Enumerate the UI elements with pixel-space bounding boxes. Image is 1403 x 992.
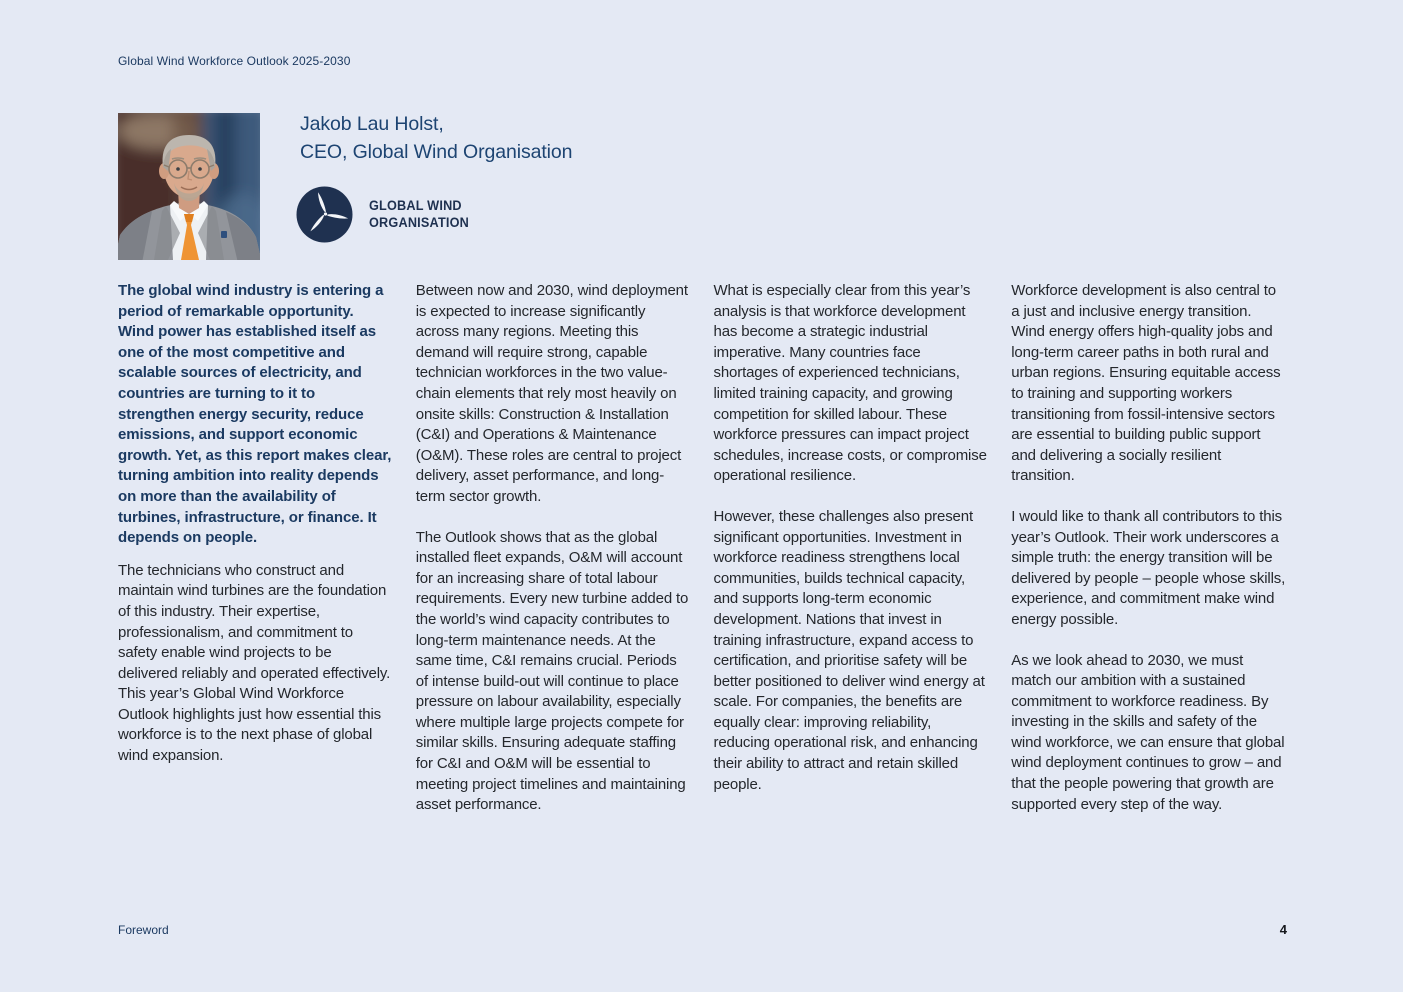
- paragraph: I would like to thank all contributors to this year’s Outlook. Their work underscores a simple truth: the energy transition will be delivered by people – people whose skills, experience, and commitment make wind energy possible.: [1011, 507, 1286, 628]
- footer-section-label: Foreword: [118, 923, 169, 937]
- logo-wordmark: [369, 198, 469, 231]
- essay-column-4: [1011, 281, 1286, 816]
- author-block: [300, 111, 572, 166]
- logo-wordmark-line2: ORGANISATION: [369, 214, 470, 230]
- essay-column-2: [416, 281, 691, 816]
- paragraph: As we look ahead to 2030, we must match our ambition with a sustained commitment to workforce readiness. By investing in the skills and safety of the wind workforce, we can ensure that global wind deployment continues to grow – and that the people powering that growth are supported every step of the way.: [1011, 651, 1285, 813]
- paragraph: What is especially clear from this year’s analysis is that workforce development has become a strategic industrial imperative. Many countries face shortages of experienced technicians, limited training capacity, and growing competition for skilled labour. These workforce pressures can impact project schedules, increase costs, or compromise operational resilience.: [713, 282, 987, 485]
- author-name: Jakob Lau Holst,: [300, 113, 444, 135]
- paragraph: Workforce development is also central to a just and inclusive energy transition. Wind energy offers high-quality jobs and long-term career paths in both rural and urban regions. Ensuring equitable access to training and supporting workers transitioning from fossil-intensive sectors are essential to building public support and delivering a socially resilient transition.: [1011, 282, 1281, 485]
- logo-wordmark-line1: GLOBAL WIND: [369, 198, 462, 213]
- essay-column-3: [714, 281, 989, 816]
- paragraph: Between now and 2030, wind deployment is expected to increase significantly across many regions. Meeting this demand will require strong, capable technician workforces in the two value-chain elements that rely most heavily on onsite skills: Construction & Installation (C&I) and Operations & Maintenance (O&M). These roles are central to project delivery, asset performance, and long-term sector growth.: [415, 282, 688, 505]
- gwo-logo: [296, 186, 475, 243]
- page-number: 4: [1279, 922, 1287, 937]
- paragraph: However, these challenges also present significant opportunities. Investment in workforce readiness strengthens local communities, builds technical capacity, and supports long-term economic development. Nations that invest in training infrastructure, expand access to certification, and prioritise safety will be better positioned to deliver wind energy at scale. For companies, the benefits are equally clear: improving reliability, reducing operational risk, and enhancing their ability to attract and retain skilled people.: [713, 507, 985, 793]
- paragraph: The technicians who construct and maintain wind turbines are the foundation of this industry. Their expertise, professionalism, and commitment to safety enable wind projects to be delivered reliably and operated effectively. This year’s Global Wind Workforce Outlook highlights just how essential this workforce is to the next phase of global wind expansion.: [118, 561, 391, 765]
- paragraph-lead: The global wind industry is entering a period of remarkable opportunity. Wind power has established itself as one of the most competitive and scalable sources of electricity, and countries are turning to it to strengthen energy security, reduce emissions, and support economic growth. Yet, as this report makes clear, turning ambition into reality depends on more than the availability of turbines, infrastructure, or finance. It depends on people.: [118, 282, 392, 547]
- essay-column-1: [118, 281, 393, 816]
- page-header-title: Global Wind Workforce Outlook 2025-2030: [118, 54, 351, 68]
- portrait-illustration: [118, 113, 260, 260]
- author-portrait-photo: [118, 113, 260, 260]
- wind-turbine-icon: [296, 186, 353, 243]
- author-title: CEO, Global Wind Organisation: [300, 140, 573, 163]
- essay-columns: [118, 281, 1286, 816]
- paragraph: The Outlook shows that as the global installed fleet expands, O&M will account for an increasing share of total labour requirements. Every new turbine added to the world’s wind capacity contributes to long-term maintenance needs. At the same time, C&I remains crucial. Periods of intense build-out will continue to place pressure on labour availability, especially where multiple large projects compete for similar skills. Ensuring adequate staffing for C&I and O&M will be essential to meeting project timelines and maintaining asset performance.: [415, 528, 689, 814]
